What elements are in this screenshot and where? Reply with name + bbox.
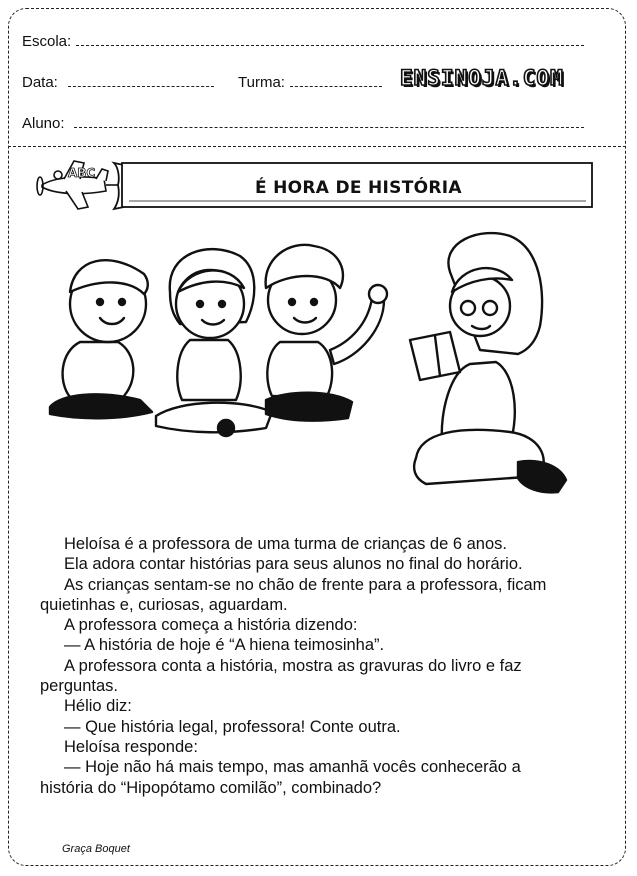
story-line: As crianças sentam-se no chão de frente para a professora, ficam [64, 575, 547, 594]
date-label: Data: [22, 74, 58, 91]
student-label: Aluno: [22, 115, 65, 132]
story-line: perguntas. [40, 677, 118, 696]
story-line: quietinhas e, curiosas, aguardam. [40, 595, 288, 614]
header-divider [8, 146, 626, 147]
brand-logo: ENSINOJA.COM [400, 66, 564, 90]
page-title: É HORA DE HISTÓRIA [255, 178, 462, 198]
story-line: Ela adora contar histórias para seus alunos no final do horário. [64, 555, 523, 574]
teacher-icon [410, 233, 566, 492]
class-label: Turma: [238, 74, 285, 91]
story-line: Heloísa é a professora de uma turma de crianças de 6 anos. [64, 535, 507, 553]
curly-boy-child-icon [266, 245, 387, 421]
boy-child-icon [50, 260, 152, 418]
story-line: — A história de hoje é “A hiena teimosinha”. [64, 636, 385, 655]
student-field[interactable] [74, 127, 584, 128]
story-line: história do “Hipopótamo comilão”, combinado? [40, 778, 382, 797]
girl-child-icon [156, 249, 272, 436]
story-line: A professora conta a história, mostra as gravuras do livro e faz [64, 656, 522, 675]
school-label: Escola: [22, 33, 72, 50]
story-line: A professora começa a história dizendo: [64, 616, 358, 635]
plane-letters: ABC [68, 166, 96, 180]
author-credit: Graça Boquet [62, 843, 130, 855]
school-field[interactable] [76, 45, 584, 46]
story-text [40, 534, 600, 798]
date-field[interactable] [68, 86, 214, 87]
story-line: Heloísa responde: [64, 737, 198, 756]
story-illustration [40, 222, 600, 512]
story-line: — Hoje não há mais tempo, mas amanhã vocês conhecerão a [64, 758, 521, 777]
story-line: Hélio diz: [64, 697, 132, 716]
class-field[interactable] [290, 86, 382, 87]
story-line: — Que história legal, professora! Conte outra. [64, 717, 401, 736]
